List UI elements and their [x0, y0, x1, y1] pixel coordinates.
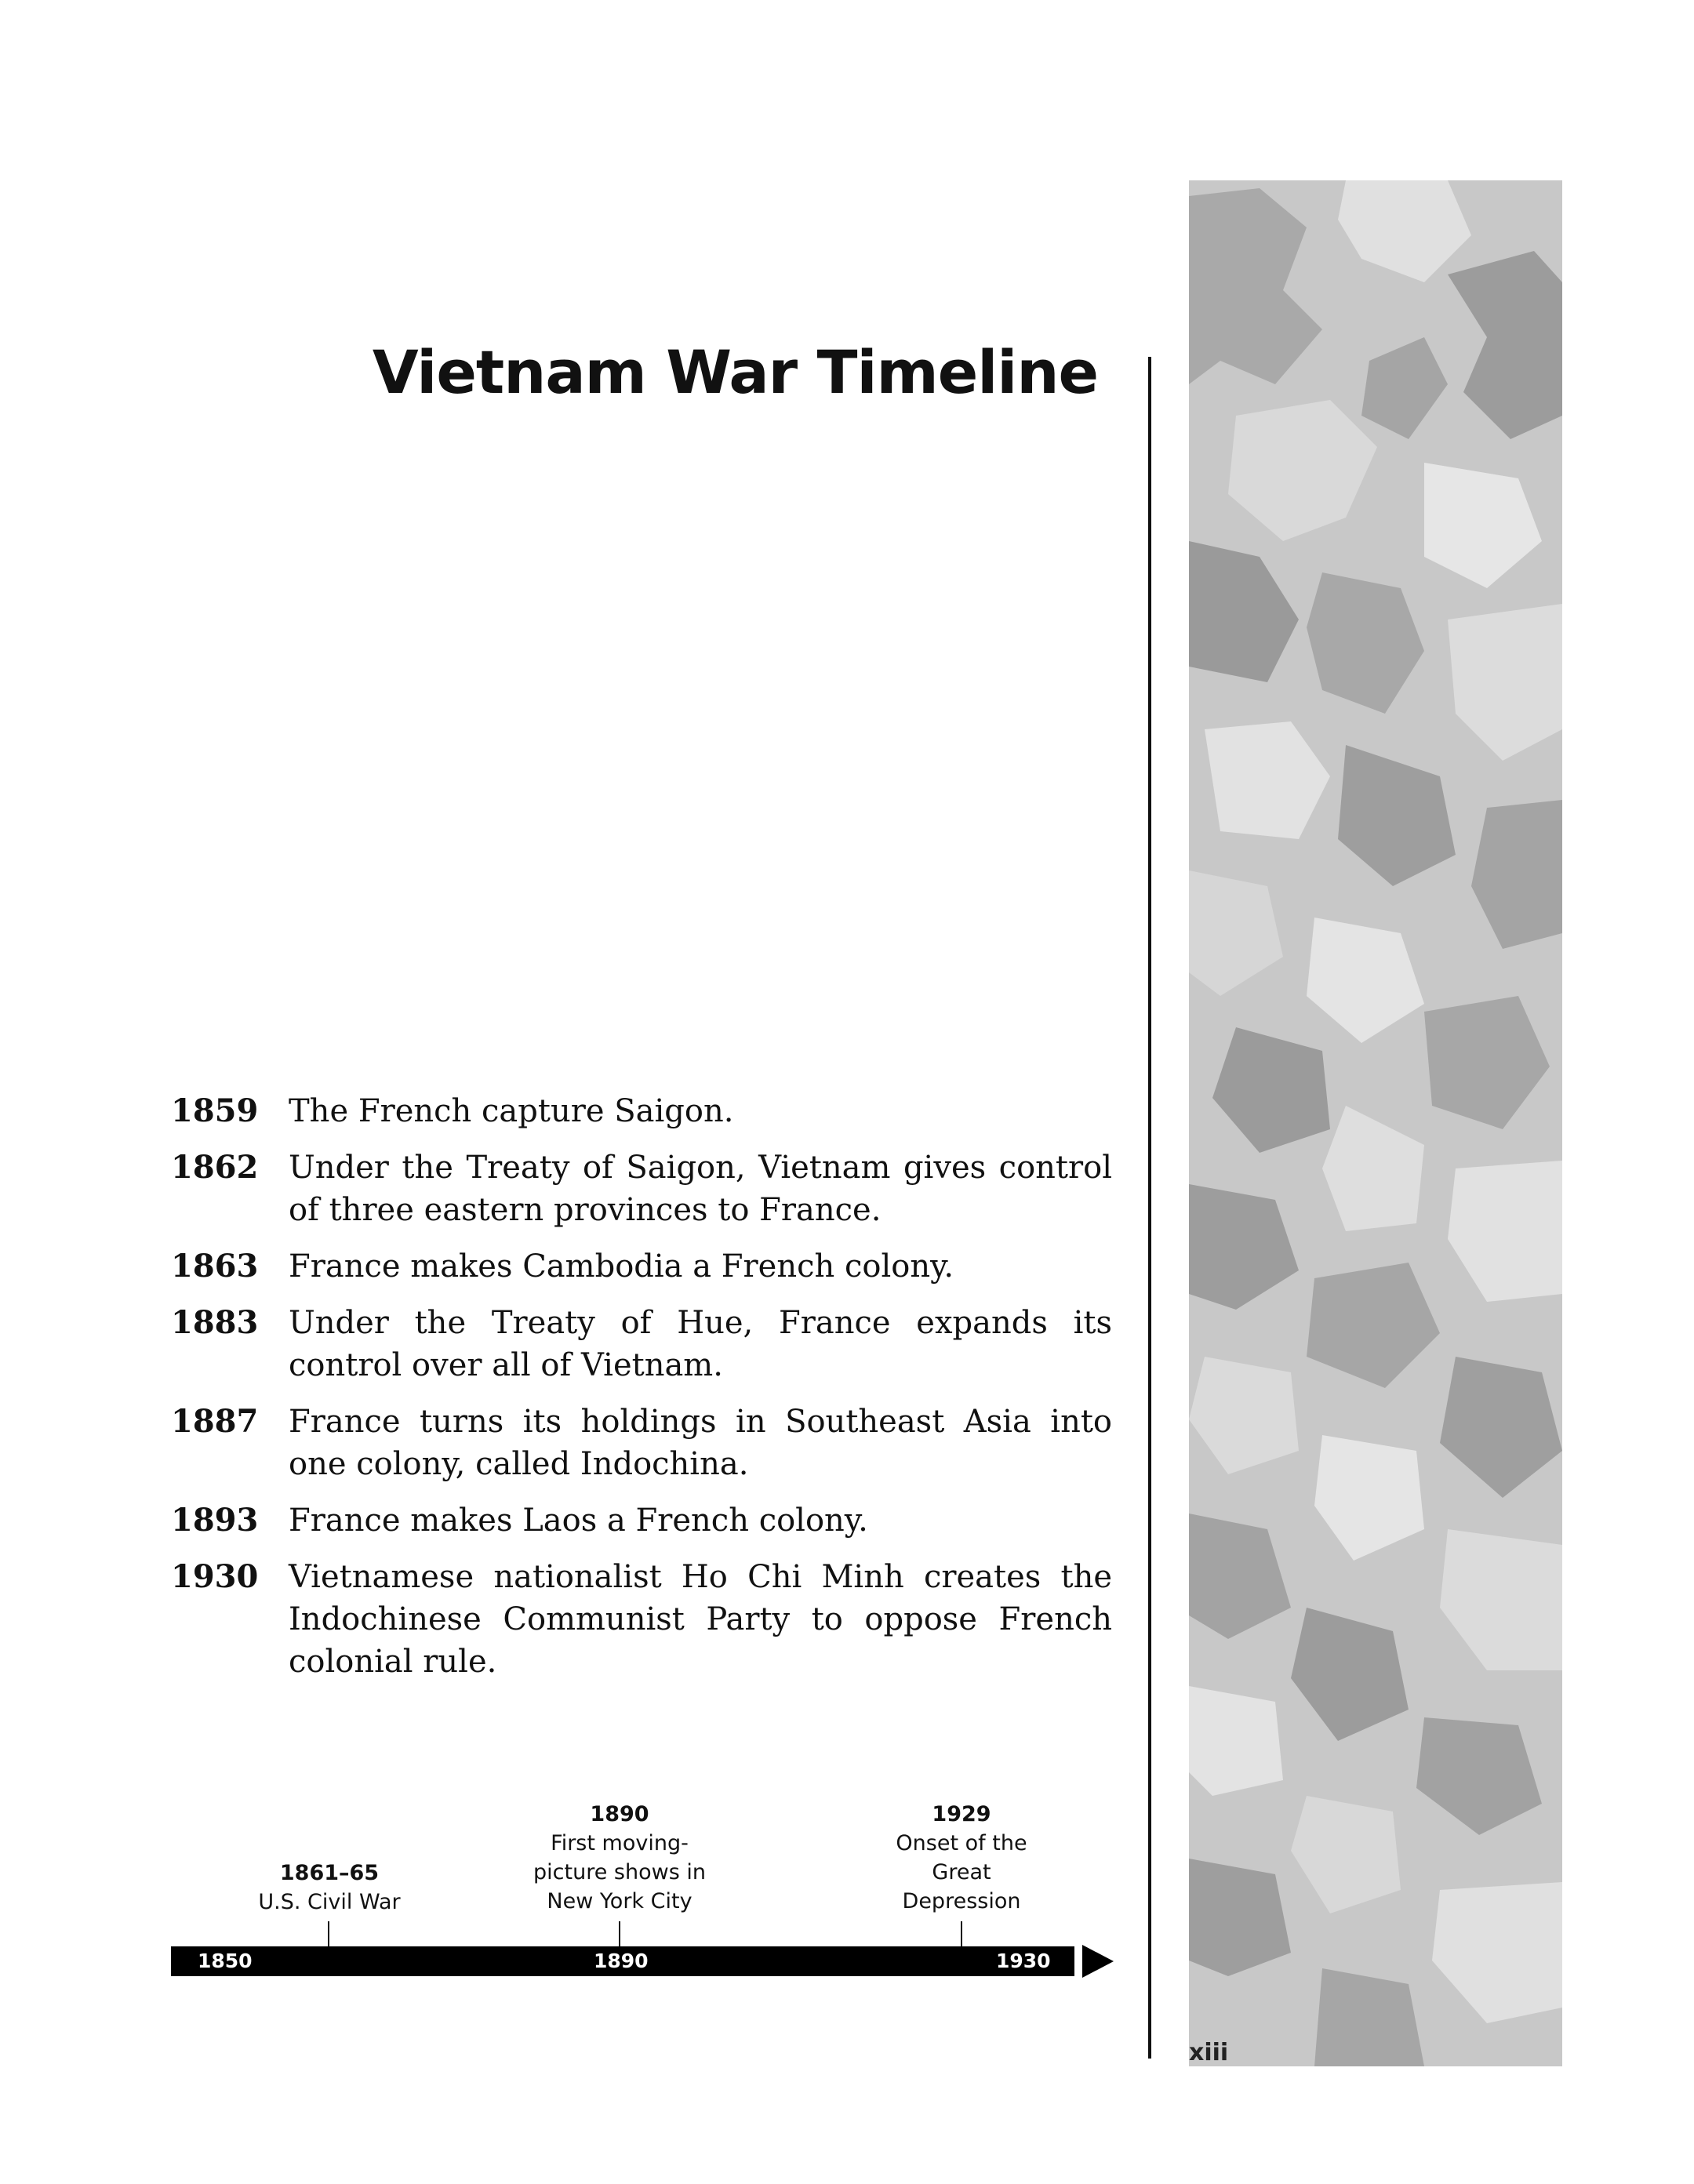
event-year: 1859 — [171, 1092, 259, 1129]
event-list — [171, 1090, 1112, 1697]
timeline-tick — [328, 1921, 329, 1946]
event-item — [171, 1401, 1112, 1485]
timeline-marker-civil-war — [212, 1859, 447, 1917]
marker-year: 1861–65 — [279, 1861, 380, 1885]
event-text: Under the Treaty of Saigon, Vietnam gives control of three eastern provinces to France. — [289, 1150, 1112, 1228]
event-year: 1863 — [171, 1248, 259, 1285]
marker-text: picture shows in — [533, 1860, 706, 1884]
camouflage-pattern — [1189, 180, 1562, 2066]
marker-text: First moving- — [551, 1831, 689, 1855]
event-item — [171, 1090, 1112, 1132]
event-text: France makes Cambodia a French colony. — [289, 1248, 954, 1285]
timeline-marker-great-depression — [844, 1800, 1079, 1916]
timeline-tick — [619, 1921, 620, 1946]
marker-year: 1890 — [590, 1802, 649, 1826]
marker-text: Great — [932, 1860, 991, 1884]
axis-label-start: 1850 — [198, 1950, 253, 1972]
marker-text: U.S. Civil War — [258, 1890, 401, 1914]
event-year: 1862 — [171, 1149, 259, 1186]
event-year: 1887 — [171, 1403, 259, 1440]
event-item — [171, 1245, 1112, 1288]
event-item — [171, 1499, 1112, 1542]
event-item — [171, 1147, 1112, 1231]
page-title: Vietnam War Timeline — [372, 337, 1098, 407]
timeline-marker-moving-pictures — [502, 1800, 737, 1916]
vertical-rule — [1148, 357, 1151, 2059]
event-item — [171, 1556, 1112, 1683]
event-item — [171, 1302, 1112, 1386]
event-year: 1930 — [171, 1558, 259, 1595]
event-text: Vietnamese nationalist Ho Chi Minh creates the Indochinese Communist Party to oppose French colonial rule. — [289, 1559, 1112, 1680]
axis-label-end: 1930 — [996, 1950, 1051, 1972]
event-text: France makes Laos a French colony. — [289, 1503, 868, 1539]
axis-label-middle: 1890 — [594, 1950, 649, 1972]
event-text: The French capture Saigon. — [289, 1093, 734, 1129]
marker-text: Onset of the — [896, 1831, 1027, 1855]
timeline-arrow-icon — [1082, 1945, 1114, 1978]
timeline-tick — [961, 1921, 962, 1946]
event-year: 1893 — [171, 1502, 259, 1539]
camouflage-sidebar — [1189, 180, 1562, 2066]
event-text: Under the Treaty of Hue, France expands its control over all of Vietnam. — [289, 1305, 1112, 1383]
marker-year: 1929 — [932, 1802, 991, 1826]
event-text: France turns its holdings in Southeast Asia into one colony, called Indochina. — [289, 1404, 1112, 1482]
page-number: xiii — [1189, 2039, 1229, 2066]
marker-text: New York City — [547, 1889, 693, 1913]
marker-text: Depression — [902, 1889, 1021, 1913]
event-year: 1883 — [171, 1304, 259, 1341]
